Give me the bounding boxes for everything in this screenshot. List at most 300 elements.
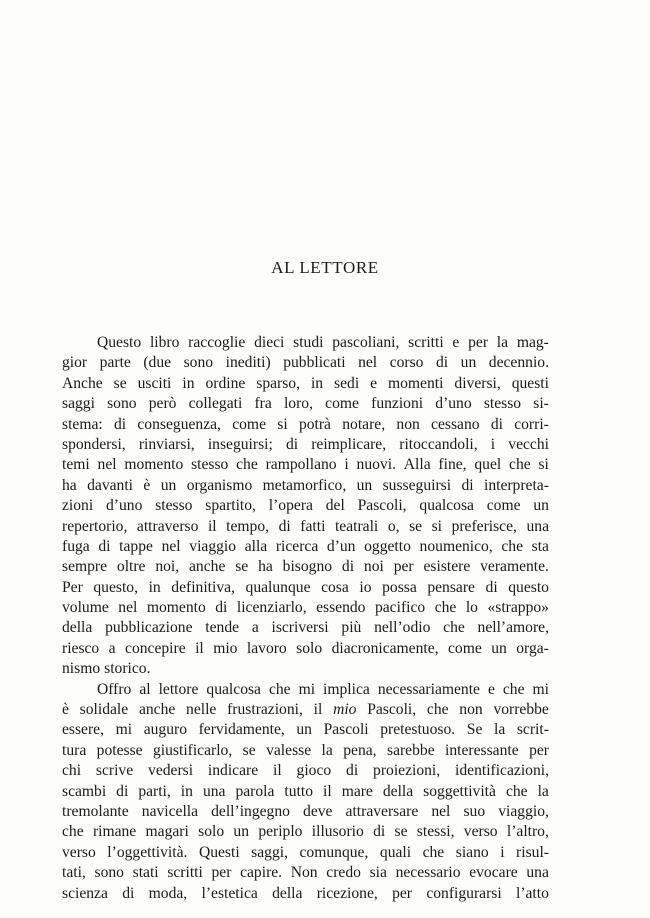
word: di xyxy=(122,884,135,902)
word: gioco xyxy=(296,762,332,780)
text-line xyxy=(62,680,549,700)
word: diacronicamente, xyxy=(331,639,439,657)
word: Non xyxy=(290,864,318,882)
word: chi xyxy=(62,762,82,780)
word: in xyxy=(180,782,193,800)
word: fatti xyxy=(300,517,326,535)
word: viaggio xyxy=(189,537,237,555)
text-line xyxy=(62,496,549,516)
word: Pascoli xyxy=(323,721,369,739)
paragraph xyxy=(62,680,549,904)
word: nel xyxy=(431,802,451,820)
word: potesse xyxy=(96,741,143,759)
word: di xyxy=(436,354,449,372)
word: di xyxy=(485,578,498,596)
word: quel xyxy=(474,456,502,474)
word: un xyxy=(160,476,177,494)
text-line xyxy=(62,782,549,802)
text-line xyxy=(62,863,549,883)
word: studi xyxy=(293,334,324,351)
word: stema: xyxy=(62,415,103,433)
body-text xyxy=(62,333,549,904)
word: mio xyxy=(213,639,238,657)
word: dell’ingegno xyxy=(211,802,290,820)
word: di xyxy=(98,537,111,555)
word: essendo xyxy=(316,599,366,617)
word: solo xyxy=(296,639,323,657)
word: a xyxy=(251,619,259,637)
text-line xyxy=(62,374,549,394)
word: interpreta- xyxy=(483,476,549,494)
word: un xyxy=(491,639,507,657)
word: nel xyxy=(97,456,117,474)
word: fra xyxy=(254,395,272,413)
word: bisogno xyxy=(282,558,333,576)
text-line xyxy=(62,415,549,435)
word: nelle xyxy=(186,701,217,719)
chapter-heading: AL LETTORE xyxy=(271,258,379,277)
word: lo xyxy=(465,599,478,617)
word: storico. xyxy=(104,660,151,678)
word: collegati xyxy=(188,395,243,413)
word: sedi xyxy=(334,374,360,392)
text-line xyxy=(62,618,549,638)
word: un xyxy=(356,476,373,494)
text-line xyxy=(62,822,549,842)
word: che xyxy=(426,701,449,719)
word: saggi, xyxy=(251,843,288,861)
word: auguro xyxy=(143,721,187,739)
word: decennio. xyxy=(488,354,549,372)
word: se xyxy=(409,517,423,535)
word: spondersi, xyxy=(62,435,126,453)
word: o, xyxy=(387,517,400,535)
word: non xyxy=(459,701,483,719)
word: corri- xyxy=(514,415,549,433)
word: nuovi. xyxy=(356,456,396,474)
word: zioni xyxy=(62,497,94,515)
word: illusorio xyxy=(311,823,364,841)
word: come xyxy=(486,497,521,515)
word: mi xyxy=(115,721,133,739)
word: il xyxy=(272,762,282,780)
word: pascoliani, xyxy=(332,334,400,351)
word: moda, xyxy=(148,884,188,902)
word: si xyxy=(277,415,288,433)
word: momento xyxy=(124,456,184,474)
word: essere, xyxy=(62,721,104,739)
word: nel xyxy=(118,599,138,617)
word: d’un xyxy=(326,537,356,555)
word: sono xyxy=(107,395,137,413)
word: di xyxy=(285,435,299,453)
word: una xyxy=(526,517,549,535)
word: potrà xyxy=(298,415,331,433)
word: funzioni xyxy=(371,395,424,413)
paragraph xyxy=(62,333,549,680)
word: una xyxy=(202,782,226,800)
word: della xyxy=(382,782,414,800)
text-line xyxy=(62,720,549,740)
word: cessano xyxy=(431,415,480,433)
word: in xyxy=(148,578,161,596)
text-line xyxy=(62,333,549,353)
word: tremolante xyxy=(62,802,129,820)
word: loro, xyxy=(283,395,313,413)
word: rampollano xyxy=(265,456,337,474)
word: dieci xyxy=(254,334,285,351)
word: questo xyxy=(508,578,549,596)
word: di xyxy=(346,762,359,780)
word: pensare xyxy=(427,578,475,596)
text-line xyxy=(62,659,549,679)
word: sia xyxy=(369,864,387,882)
word: mi xyxy=(298,680,316,698)
word: oltre xyxy=(116,558,146,576)
word: mag- xyxy=(516,334,549,351)
word: implica xyxy=(323,680,370,698)
word: un xyxy=(460,354,477,372)
word: sparso, xyxy=(256,374,300,392)
word: preferisce, xyxy=(451,517,517,535)
word: Questo xyxy=(97,334,142,351)
word: sarebbe xyxy=(387,741,435,759)
word: se xyxy=(394,823,408,841)
word: l’estetica xyxy=(201,884,258,902)
word: possa xyxy=(382,578,417,596)
word: mio xyxy=(333,701,357,719)
word: necessariamente xyxy=(377,680,480,698)
word: tura xyxy=(62,741,87,759)
word: fervidamente, xyxy=(198,721,285,739)
word: inseguirsi; xyxy=(207,435,273,453)
word: di xyxy=(461,476,474,494)
word: susseguirsi xyxy=(382,476,452,494)
word: io xyxy=(359,578,372,596)
word: tende xyxy=(205,619,240,637)
word: necessario xyxy=(395,864,461,882)
word: questi xyxy=(511,374,549,392)
word: ricezione, xyxy=(316,884,378,902)
text-line xyxy=(62,394,549,414)
word: ha xyxy=(258,558,273,576)
word: sono xyxy=(94,864,124,882)
word: concepire xyxy=(125,639,186,657)
word: stesso xyxy=(155,497,193,515)
word: vedersi xyxy=(148,762,194,780)
word: nel xyxy=(161,537,181,555)
word: momenti xyxy=(388,374,444,392)
text-line xyxy=(62,537,549,557)
word: stesso xyxy=(483,395,522,413)
word: deve xyxy=(303,802,333,820)
text-line xyxy=(62,517,549,537)
word: saggi xyxy=(62,395,95,413)
word: scambi xyxy=(62,782,107,800)
word: si- xyxy=(533,395,549,413)
word: risul- xyxy=(516,843,549,861)
word: nell’amore, xyxy=(477,619,549,637)
word: proiezioni, xyxy=(373,762,441,780)
word: noumenico, xyxy=(419,537,493,555)
text-line xyxy=(62,884,549,904)
word: scienza xyxy=(62,884,108,902)
word: soggettività xyxy=(423,782,496,800)
word: teatrali xyxy=(334,517,379,535)
word: solo xyxy=(198,823,225,841)
word: al xyxy=(139,680,151,698)
word: parola xyxy=(235,782,275,800)
word: ricerca xyxy=(275,537,319,555)
word: del xyxy=(325,497,345,515)
word: pacifico xyxy=(374,599,426,617)
word: di xyxy=(113,415,127,433)
word: anche xyxy=(138,701,176,719)
word: il xyxy=(195,639,204,657)
text-line xyxy=(62,435,549,455)
word: l’opera xyxy=(268,497,313,515)
word: indicare xyxy=(207,762,259,780)
word: Anche xyxy=(62,374,103,392)
word: noi xyxy=(363,558,384,576)
word: la xyxy=(321,741,333,759)
word: di xyxy=(490,415,503,433)
word: un xyxy=(233,823,250,841)
word: la xyxy=(537,782,549,800)
word: sta xyxy=(531,537,549,555)
word: definitiva, xyxy=(171,578,235,596)
word: reimplicare, xyxy=(311,435,387,453)
word: verso xyxy=(62,843,96,861)
word: nismo xyxy=(62,660,101,678)
word: attraversare xyxy=(345,802,419,820)
text-line xyxy=(62,700,549,720)
word: noi, xyxy=(155,558,180,576)
word: i xyxy=(500,843,505,861)
word: e xyxy=(370,374,378,392)
word: Se xyxy=(466,721,483,739)
word: tempo, xyxy=(226,517,270,535)
word: verso xyxy=(463,823,498,841)
word: più xyxy=(341,619,362,637)
word: i xyxy=(344,456,349,474)
word: la xyxy=(493,721,506,739)
word: si xyxy=(431,517,443,535)
word: per xyxy=(468,334,489,351)
word: volume xyxy=(62,599,109,617)
text-line xyxy=(62,639,549,659)
word: come xyxy=(325,395,359,413)
word: per xyxy=(211,864,232,882)
word: un xyxy=(296,721,312,739)
word: quali xyxy=(379,843,412,861)
text-line xyxy=(62,353,549,373)
word: Pascoli, xyxy=(367,701,417,719)
word: tappe xyxy=(119,537,153,555)
word: qualunque xyxy=(245,578,311,596)
word: iscriversi xyxy=(271,619,329,637)
word: che xyxy=(443,619,465,637)
word: scritti xyxy=(167,864,203,882)
word: che xyxy=(501,537,524,555)
word: qualcosa xyxy=(206,680,261,698)
word: capire. xyxy=(240,864,283,882)
text-line xyxy=(62,476,549,496)
word: gior xyxy=(62,354,88,372)
word: temi xyxy=(62,456,90,474)
word: di xyxy=(341,558,355,576)
word: ritoccandoli, xyxy=(399,435,478,453)
word: che xyxy=(509,456,531,474)
word: conseguenza, xyxy=(137,415,221,433)
word: il xyxy=(323,782,332,800)
word: diversi, xyxy=(454,374,501,392)
word: periplo xyxy=(258,823,303,841)
word: che xyxy=(422,843,445,861)
word: se xyxy=(113,374,127,392)
word: attraverso xyxy=(136,517,199,535)
word: un xyxy=(533,497,549,515)
word: qualcosa xyxy=(419,497,474,515)
word: rinviarsi, xyxy=(138,435,195,453)
word: spartito, xyxy=(205,497,256,515)
word: Per xyxy=(62,578,83,596)
word: frustrazioni, xyxy=(227,701,303,719)
word: è xyxy=(143,476,151,494)
word: repertorio, xyxy=(62,517,128,535)
text-line xyxy=(62,761,549,781)
word: se xyxy=(235,558,249,576)
word: parti, xyxy=(138,782,171,800)
word: pubblicazione xyxy=(105,619,193,637)
word: si xyxy=(538,456,549,474)
word: d’uno xyxy=(106,497,143,515)
word: suo xyxy=(463,802,486,820)
text-line xyxy=(62,557,549,577)
word: che xyxy=(236,456,258,474)
word: e xyxy=(487,680,495,698)
word: per xyxy=(529,741,549,759)
word: d’uno xyxy=(435,395,472,413)
word: che xyxy=(505,782,528,800)
word: momento xyxy=(146,599,206,617)
word: il xyxy=(207,517,217,535)
word: lavoro xyxy=(246,639,287,657)
word: scritti xyxy=(408,334,444,351)
word: solidale xyxy=(79,701,129,719)
word: raccoglie xyxy=(188,334,246,351)
word: come xyxy=(447,639,482,657)
word: Alla xyxy=(403,456,431,474)
word: davanti xyxy=(87,476,134,494)
word: vorrebbe xyxy=(493,701,549,719)
word: scrive xyxy=(95,762,134,780)
word: è xyxy=(62,701,69,719)
word: stati xyxy=(132,864,159,882)
word: in xyxy=(182,374,195,392)
word: il xyxy=(313,701,323,719)
word: alla xyxy=(244,537,268,555)
word: l’altro, xyxy=(506,823,549,841)
word: parte xyxy=(99,354,131,372)
word: della xyxy=(62,619,93,637)
word: però xyxy=(148,395,177,413)
word: Questi xyxy=(198,843,240,861)
word: metamorfico, xyxy=(262,476,347,494)
word: che xyxy=(62,823,84,841)
text-line xyxy=(62,578,549,598)
word: fine, xyxy=(438,456,467,474)
text-line xyxy=(62,802,549,822)
word: la xyxy=(496,334,509,351)
word: interessante xyxy=(445,741,519,759)
word: corso xyxy=(389,354,424,372)
word: lettore xyxy=(158,680,199,698)
word: cosa xyxy=(321,578,349,596)
word: non xyxy=(396,415,420,433)
word: configurarsi xyxy=(426,884,502,902)
word: comunque, xyxy=(299,843,369,861)
word: libro xyxy=(149,334,180,351)
word: vecchi xyxy=(508,435,549,453)
word: stesso xyxy=(191,456,229,474)
word: della xyxy=(272,884,303,902)
word: Pascoli, xyxy=(357,497,407,515)
word: anche xyxy=(189,558,226,576)
word: per xyxy=(392,884,413,902)
text-line xyxy=(62,843,549,863)
word: di xyxy=(278,517,291,535)
word: licenziarlo, xyxy=(236,599,307,617)
word: riesco xyxy=(62,639,100,657)
word: siano xyxy=(455,843,489,861)
word: evocare xyxy=(469,864,518,882)
word: tutto xyxy=(284,782,314,800)
word: veramente. xyxy=(480,558,549,576)
word: che xyxy=(434,599,457,617)
word: mare xyxy=(341,782,373,800)
word: nel xyxy=(358,354,378,372)
word: (due xyxy=(143,354,172,372)
word: «strappo» xyxy=(487,599,549,617)
word: per xyxy=(393,558,414,576)
word: ha xyxy=(62,476,77,494)
word: esistere xyxy=(423,558,471,576)
word: di xyxy=(215,599,228,617)
word: inediti) xyxy=(225,354,271,372)
word: tati, xyxy=(62,864,86,882)
word: in xyxy=(310,374,324,392)
text-line xyxy=(62,455,549,475)
word: a xyxy=(108,639,116,657)
word: stessi, xyxy=(416,823,455,841)
word: identificazioni, xyxy=(455,762,549,780)
word: di xyxy=(116,782,129,800)
word: oggetto xyxy=(364,537,411,555)
word: che xyxy=(268,680,291,698)
word: magari xyxy=(145,823,189,841)
word: organismo xyxy=(186,476,253,494)
word: orga- xyxy=(516,639,549,657)
word: sempre xyxy=(62,558,108,576)
word: usciti xyxy=(137,374,172,392)
word: come xyxy=(232,415,266,433)
word: Offro xyxy=(97,680,132,698)
word: nell’odio xyxy=(374,619,431,637)
word: navicella xyxy=(141,802,199,820)
word: pena, xyxy=(343,741,377,759)
word: rimane xyxy=(92,823,137,841)
